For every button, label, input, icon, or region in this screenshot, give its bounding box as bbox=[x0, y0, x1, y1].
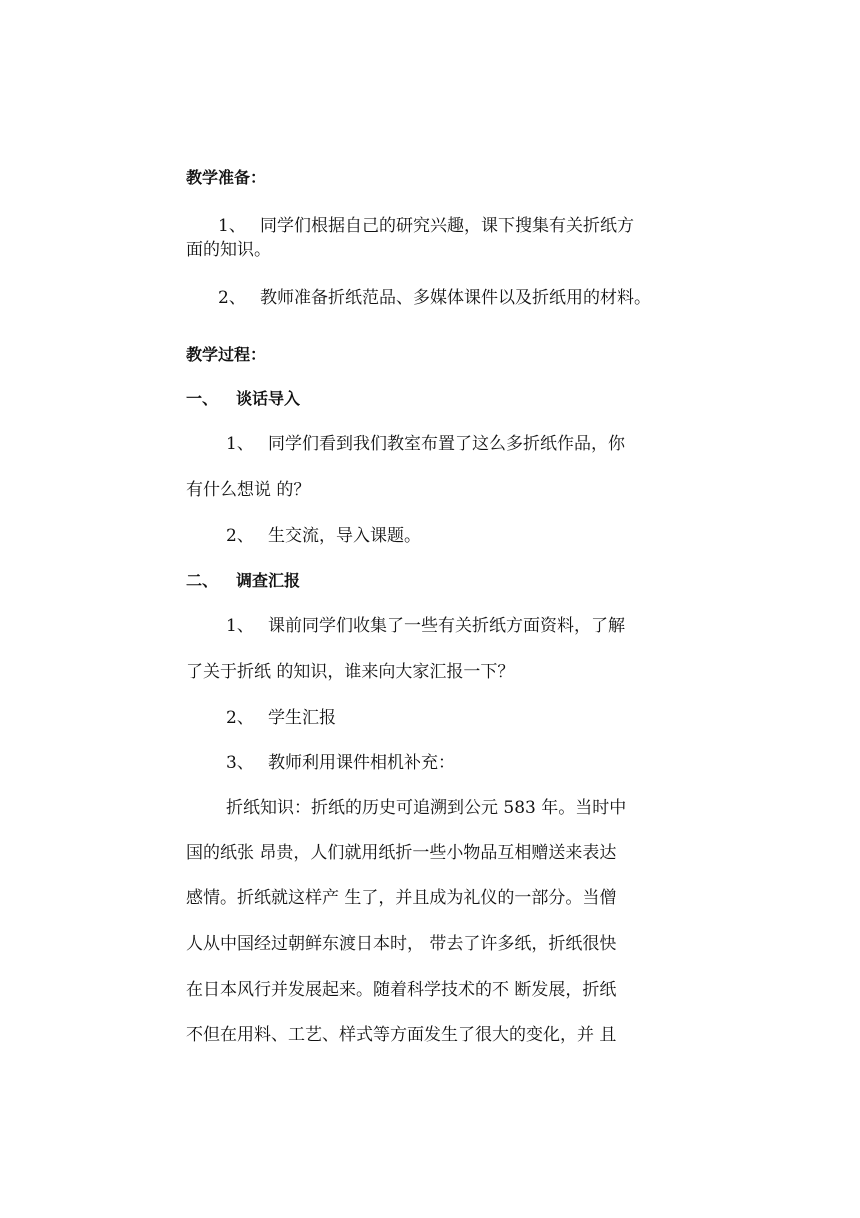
section-2-number: 二、 bbox=[186, 571, 219, 590]
paragraph-line: 不但在用料、工艺、样式等方面发生了很大的变化，并 且 bbox=[186, 1025, 617, 1045]
prep-item-1 bbox=[218, 216, 634, 236]
section-1-title: 谈话导入 bbox=[236, 389, 301, 408]
prep-item-1-number: 1、 bbox=[218, 216, 246, 236]
section-2-item-2-number: 2、 bbox=[226, 708, 254, 728]
section-2-item-1-text: 课前同学们收集了一些有关折纸方面资料，了解 bbox=[268, 616, 625, 636]
paragraph-line: 国的纸张 昂贵，人们就用纸折一些小物品互相赠送来表达 bbox=[186, 843, 617, 863]
paragraph-line: 在日本风行并发展起来。随着科学技术的不 断发展，折纸 bbox=[186, 980, 617, 1000]
section-1-item-1-number: 1、 bbox=[226, 434, 254, 454]
section-1-item-1-continuation: 有什么想说 的？ bbox=[186, 480, 311, 500]
prep-item-1-text: 同学们根据自己的研究兴趣，课下搜集有关折纸方 bbox=[260, 216, 634, 236]
section-2-item-2-text: 学生汇报 bbox=[268, 708, 336, 728]
section-1-item-2-text: 生交流，导入课题。 bbox=[268, 526, 421, 546]
paragraph-line: 折纸知识：折纸的历史可追溯到公元 583 年。当时中 bbox=[226, 798, 627, 818]
section-1-number: 一、 bbox=[186, 389, 219, 408]
prep-heading: 教学准备： bbox=[186, 168, 267, 187]
section-1-item-1-text: 同学们看到我们教室布置了这么多折纸作品，你 bbox=[268, 434, 625, 454]
section-2-title: 调查汇报 bbox=[236, 571, 301, 590]
section-2-item-3-text: 教师利用课件相机补充： bbox=[268, 753, 455, 773]
section-2-item-1 bbox=[226, 616, 625, 636]
prep-item-2-number: 2、 bbox=[218, 288, 246, 308]
section-2-heading bbox=[186, 571, 300, 591]
process-heading: 教学过程： bbox=[186, 345, 267, 364]
prep-item-2-text: 教师准备折纸范品、多媒体课件以及折纸用的材料。 bbox=[260, 288, 651, 308]
paragraph-line: 感情。折纸就这样产 生了，并且成为礼仪的一部分。当僧 bbox=[186, 888, 617, 908]
section-2-item-2 bbox=[226, 708, 336, 728]
section-1-heading bbox=[186, 389, 300, 409]
prep-item-1-continuation: 面的知识。 bbox=[186, 240, 271, 260]
section-1-item-2-number: 2、 bbox=[226, 526, 254, 546]
paragraph-line: 人从中国经过朝鲜东渡日本时， 带去了许多纸，折纸很快 bbox=[186, 934, 617, 954]
section-2-item-1-number: 1、 bbox=[226, 616, 254, 636]
prep-item-2 bbox=[218, 288, 651, 308]
section-1-item-1 bbox=[226, 434, 625, 454]
section-1-item-2 bbox=[226, 526, 421, 546]
section-2-item-1-continuation: 了关于折纸 的知识，谁来向大家汇报一下？ bbox=[186, 662, 515, 682]
section-2-item-3-number: 3、 bbox=[226, 753, 254, 773]
section-2-item-3 bbox=[226, 753, 455, 773]
